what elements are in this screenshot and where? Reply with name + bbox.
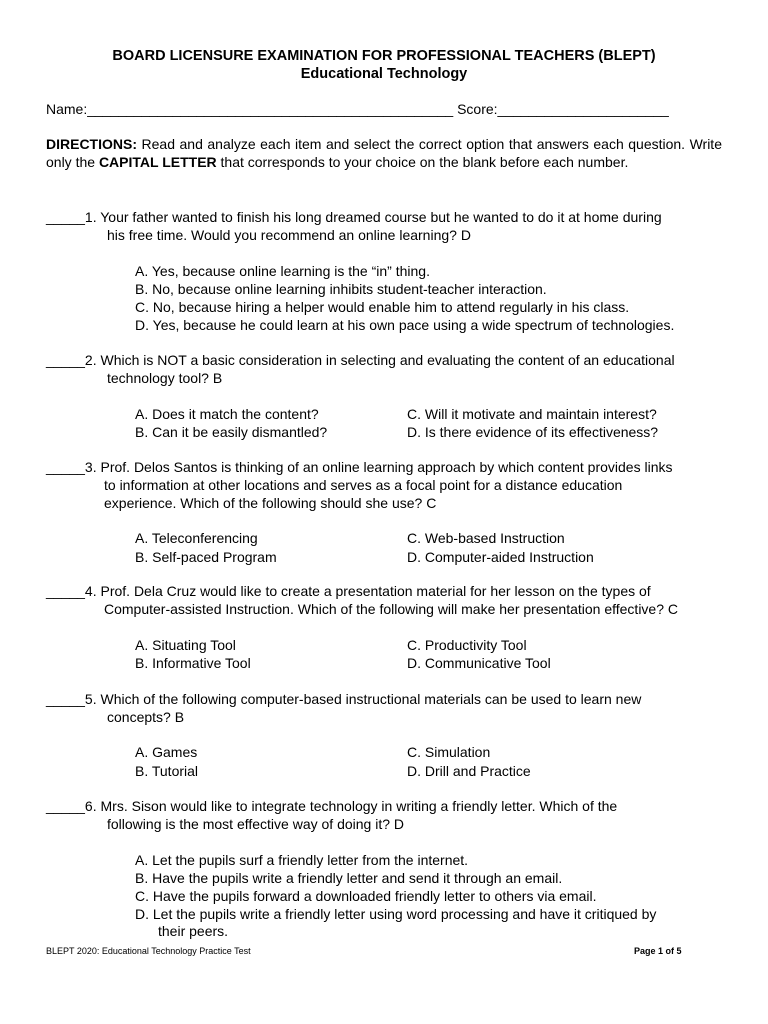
question-3-option-a: A. Teleconferencing	[135, 530, 258, 546]
question-1-option-a: A. Yes, because online learning is the “in” thing.	[135, 263, 430, 279]
directions	[46, 135, 722, 171]
question-4-option-a: A. Situating Tool	[135, 637, 236, 653]
footer-left: BLEPT 2020: Educational Technology Practice Test	[46, 946, 251, 956]
question-6-option-d-cont: their peers.	[158, 923, 229, 939]
question-1-line-2: his free time. Would you recommend an online learning? D	[107, 227, 471, 243]
question-3-option-c: C. Web-based Instruction	[407, 530, 565, 546]
question-6-option-a: A. Let the pupils surf a friendly letter from the internet.	[135, 852, 469, 868]
name-score-line: Name:_______________________________________________ Score:______________________	[46, 101, 669, 117]
question-6-option-c: C. Have the pupils forward a downloaded friendly letter to others via email.	[135, 888, 597, 904]
question-3-line-3: experience. Which of the following should she use? C	[104, 495, 437, 511]
question-1-option-b: B. No, because online learning inhibits student-teacher interaction.	[135, 281, 547, 297]
directions-emphasis: CAPITAL LETTER	[98, 154, 217, 170]
question-5-line-1: _____5. Which of the following computer-based instructional materials can be used to learn new	[46, 691, 642, 707]
question-3-option-b: B. Self-paced Program	[135, 549, 277, 565]
question-5-option-b: B. Tutorial	[135, 763, 199, 779]
question-3-option-d: D. Computer-aided Instruction	[407, 549, 594, 565]
question-5-option-a: A. Games	[135, 744, 198, 760]
question-4-line-1: _____4. Prof. Dela Cruz would like to create a presentation material for her lesson on the types of	[46, 583, 651, 599]
question-2-option-c: C. Will it motivate and maintain interest?	[407, 406, 657, 422]
question-5-line-2: concepts? B	[107, 709, 185, 725]
directions-text-2: that corresponds to your choice on the blank before each number.	[216, 154, 629, 170]
question-2-line-1: _____2. Which is NOT a basic consideration in selecting and evaluating the content of an educational	[46, 352, 675, 368]
question-6-option-b: B. Have the pupils write a friendly letter and send it through an email.	[135, 870, 563, 886]
question-2-option-d: D. Is there evidence of its effectiveness?	[407, 424, 659, 440]
exam-subtitle: Educational Technology	[300, 66, 468, 82]
question-4-option-d: D. Communicative Tool	[407, 655, 551, 671]
question-2-option-b: B. Can it be easily dismantled?	[135, 424, 328, 440]
question-2-option-a: A. Does it match the content?	[135, 406, 319, 422]
question-4-option-c: C. Productivity Tool	[407, 637, 527, 653]
question-6-option-d: D. Let the pupils write a friendly letter using word processing and have it critiqued by	[135, 906, 657, 922]
question-1-option-c: C. No, because hiring a helper would enable him to attend regularly in his class.	[135, 299, 630, 315]
question-2-line-2: technology tool? B	[107, 370, 223, 386]
question-6-line-1: _____6. Mrs. Sison would like to integrate technology in writing a friendly letter. Which of the	[46, 798, 618, 814]
directions-text-1: Read and analyze each item and select the correct option that answers each question. Write only the	[46, 136, 722, 170]
question-4-option-b: B. Informative Tool	[135, 655, 251, 671]
question-5-option-d: D. Drill and Practice	[407, 763, 531, 779]
question-1-option-d: D. Yes, because he could learn at his own pace using a wide spectrum of technologies.	[135, 317, 675, 333]
directions-label: DIRECTIONS:	[46, 136, 137, 152]
question-1-line-1: _____1. Your father wanted to finish his long dreamed course but he wanted to do it at home during	[46, 209, 662, 225]
question-5-option-c: C. Simulation	[407, 744, 491, 760]
exam-title: BOARD LICENSURE EXAMINATION FOR PROFESSIONAL TEACHERS (BLEPT)	[112, 48, 656, 64]
question-3-line-1: _____3. Prof. Delos Santos is thinking of an online learning approach by which content provides links	[46, 459, 673, 475]
footer-page-number: Page 1 of 5	[634, 946, 682, 956]
question-6-line-2: following is the most effective way of doing it? D	[107, 816, 405, 832]
question-3-line-2: to information at other locations and serves as a focal point for a distance education	[104, 477, 623, 493]
question-4-line-2: Computer-assisted Instruction. Which of the following will make her presentation effective? C	[104, 601, 679, 617]
